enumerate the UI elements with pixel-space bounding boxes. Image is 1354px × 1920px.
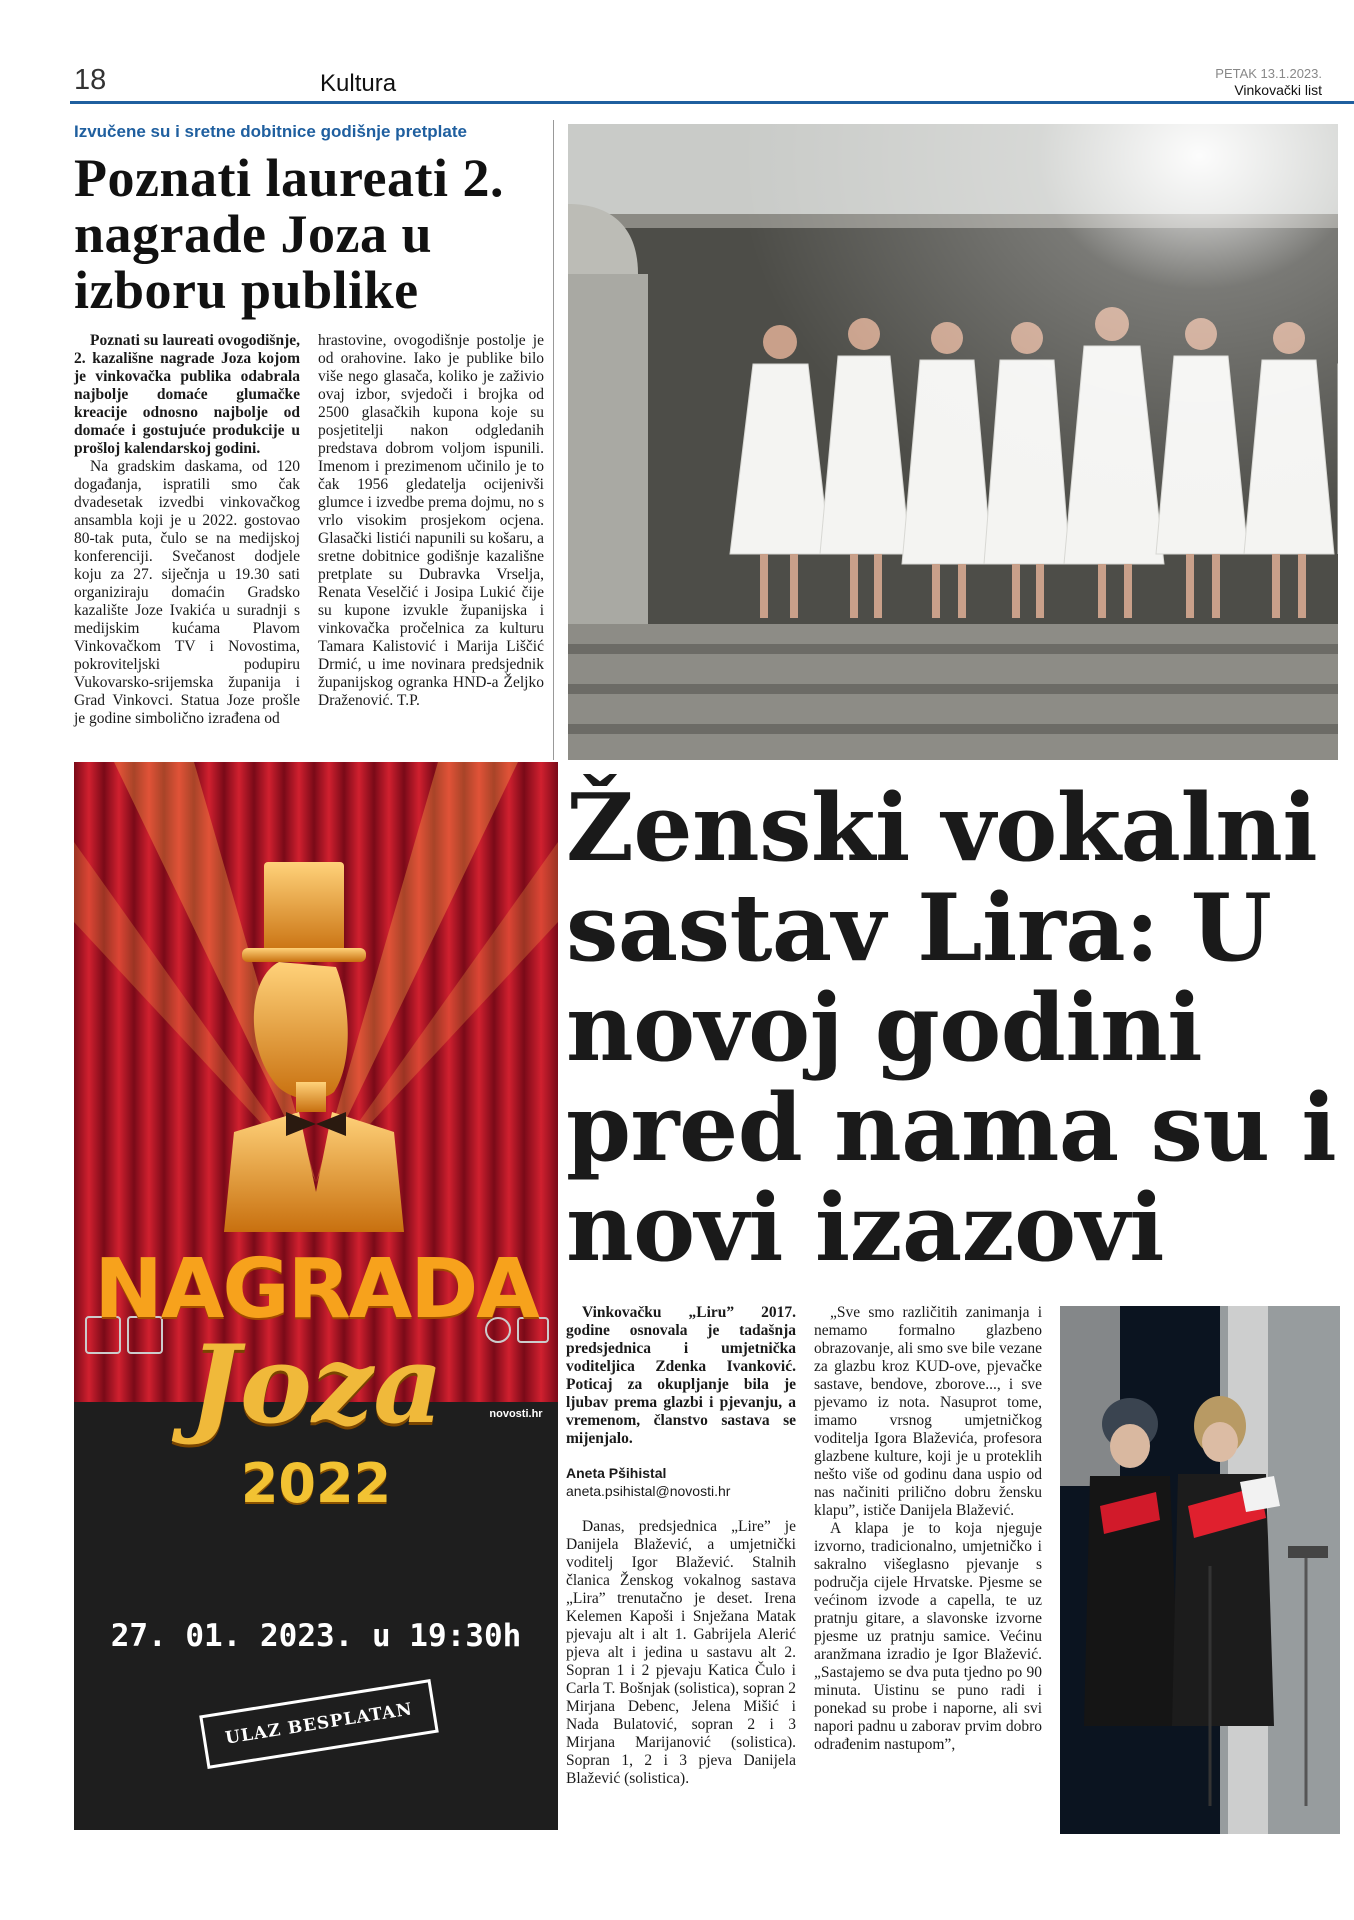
nagrada-joza-poster (74, 762, 558, 1830)
article2-author: Aneta Pšihistal (566, 1465, 667, 1481)
article1-title: Poznati laureati 2. nagrade Joza u izboru publike (74, 148, 504, 320)
poster-datetime: 27. 01. 2023. u 19:30h (110, 1618, 522, 1654)
singers-night-photo (1060, 1306, 1340, 1834)
article1-column-1 (74, 332, 300, 728)
article2-column-1 (566, 1304, 796, 1788)
article2-body-1: Danas, predsjednica „Lire” je Danijela Blažević, a umjetnički voditelj Igor Blažević. Stalnih članica Ženskog vokalnog sastava „Lira” trenutačno je deset. Irena Kelemen Kapoši i Snježana Matak pjevaju alt i alt 1. Gabrijela Alerić pjeva alt i jedina u sastavu alt 2. Sopran 1 i 2 pjevaju Katica Čulo i Carla T. Bošnjak (solistica), sopran 2 Mirjana Debenc, Jelena Mišić i Nada Bulatović, sopran 2 i 3 Mirjana Marijanović (solistica). Sopran 1, 2 i 3 pjeva Danijela Blažević (solistica). (566, 1518, 796, 1787)
page-number: 18 (74, 64, 107, 96)
header-rule (70, 101, 1354, 104)
article2-column-2 (814, 1304, 1042, 1754)
column-divider (553, 120, 554, 760)
article1-body-2: hrastovine, ovogodišnje postolje je od orahovine. Iako je publike bilo više nego glasača, koliko je zaživio ovaj izbor, svjedoči i brojka od 2500 glasačkih kupona koje su posjetitelji nakon odgledanih predstava dobrom voljom ispunili. Imenom i prezimenom učinilo je to čak 1956 gledatelja ocijenivši glumce i izvedbe prema dojmu, no s vrlo visokim prosjekom ocjena. Glasački listići napunili su košaru, a sretne dobitnice godišnje kazališne pretplate su Dubravka Vrselja, Renata Veselčić i Josipa Lukić čije su kupone izvukle županijska i vinkovačka pročelnica za kulturu Tamara Kalistović i Marija Liščić Drmić, u ime novinara predsjednik županijskog ogranka HND-a Željko Draženović. T.P. (318, 332, 544, 709)
article2-body-2: A klapa je to koja njeguje izvorno, tradicionalno, umjetničko i sakralno višeglasno pjevanje s područja cijele Hrvatske. Pjesme se većinom izvode a capella, te uz pratnju gitare, a slavonske izvorne pjesme uz pratnju samice. Većinu aranžmana izradio je Igor Blažević. „Sastajemo se dva puta tjedno po 90 minuta. Uistinu se puno radi i ponekad su probe i naporne, ali svi napori padnu u zaborav prvim dobro odrađenim nastupom”, (814, 1520, 1042, 1753)
section-title: Kultura (320, 70, 397, 97)
article1-kicker: Izvučene su i sretne dobitnice godišnje pretplate (74, 122, 467, 141)
article2-author-email: aneta.psihistal@novosti.hr (566, 1483, 731, 1499)
article1-lead: Poznati su laureati ovogodišnje, 2. kazališne nagrade Joza kojom je vinkovačka publika odabrala najbolje domaće glumačke kreacije odnosno najbolje od domaće i gostujuće produkcije u prošloj kalendarskoj godini. (74, 332, 300, 457)
poster-title-nagrada: NAGRADA (94, 1242, 538, 1337)
issue-date: PETAK 13.1.2023. (1215, 66, 1322, 81)
article2-lead: Vinkovačku „Liru” 2017. godine osnovala je tadašnja predsjednica i umjetnička voditeljica Zdenka Ivanković. Poticaj za okupljanje bila je ljubav prema glazbi i pjevanju, a vremenom, članstvo sastava se mijenjalo. (566, 1304, 796, 1447)
poster-title-joza: Joza (188, 1322, 444, 1448)
free-entry-stamp: ULAZ BESPLATAN (199, 1679, 439, 1769)
novosti-logo: novosti.hr (489, 1408, 543, 1420)
article2-quote: „Sve smo različitih zanimanja i nemamo formalno glazbeno obrazovanje, ali smo sve bile vezane za glazbu kroz KUD-ove, pjevačke sastave, bendove, zborove..., i sve pjevamo iz nota. Nasuprot tome, imamo vrsnog umjetničkog voditelja Igora Blaževića, profesora glazbene kulture, koji je u proteklih nešto više od godinu dana uspio od nas načiniti prilično dobru žensku klapu”, ističe Danijela Blažević. (814, 1304, 1042, 1519)
article1-column-2 (318, 332, 544, 710)
choir-group-photo (568, 124, 1338, 760)
newspaper-name: Vinkovački list (1234, 82, 1322, 98)
poster-year: 2022 (240, 1452, 392, 1515)
article2-title: Ženski vokalni sastav Lira: U novoj godini pred nama su i novi izazovi (566, 773, 1337, 1282)
article1-body-1: Na gradskim daskama, od 120 događanja, ispratili smo čak dvadesetak izvedbi vinkovačkog ansambla koji je u 2022. gostovao 80-tak puta, čulo se na medijskoj konferenciji. Svečanost dodjele koju za 27. siječnja u 19.30 sati organiziraju domaćin Gradsko kazalište Joze Ivakića u suradnji s medijskim kućama Plavom Vinkovačkom TV i Novostima, pokroviteljski podupiru Vukovarsko-srijemska županija i Grad Vinkovci. Statua Joze prošle je godine simbolično izrađena od (74, 458, 300, 727)
